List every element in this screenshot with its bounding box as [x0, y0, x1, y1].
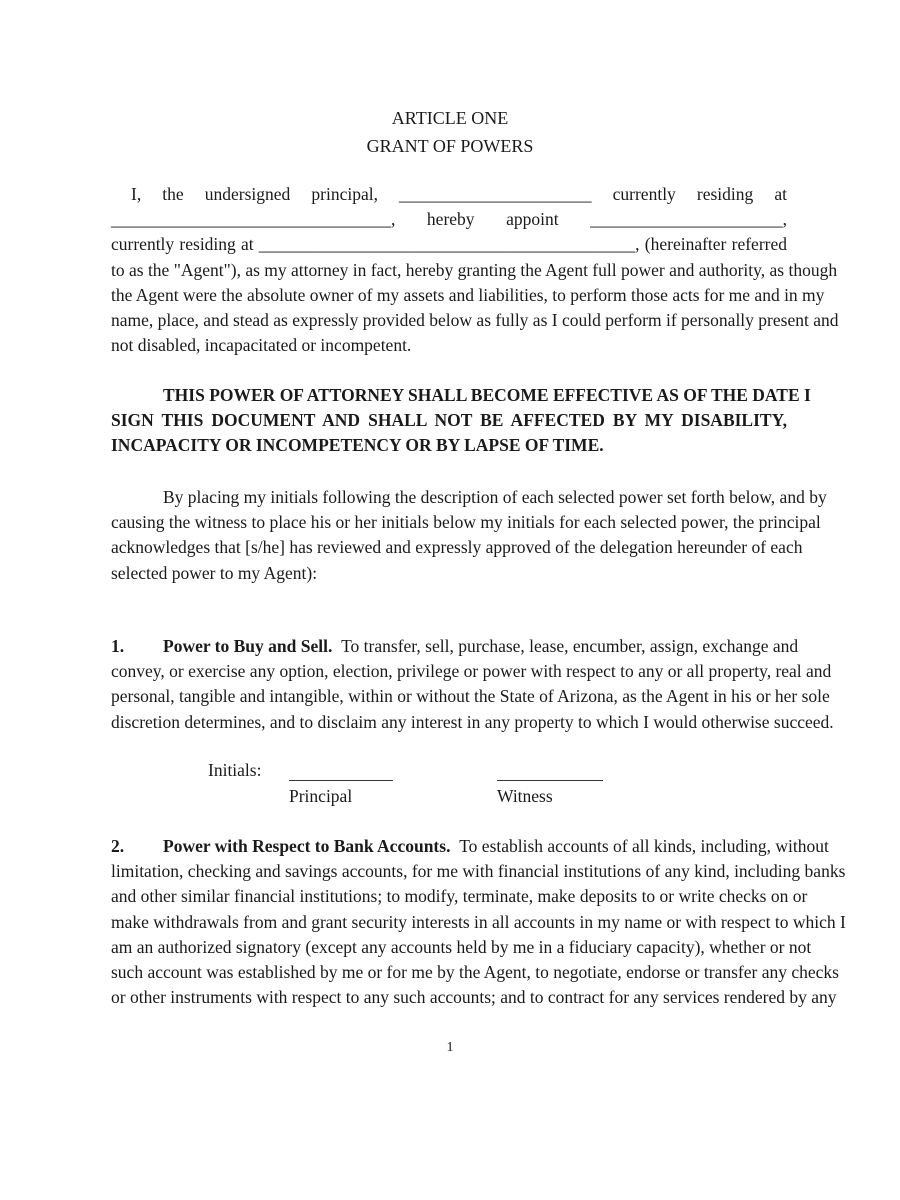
intro-line: name, place, and stead as expressly provided below as fully as I could perform if personally present and	[111, 310, 839, 331]
section-2-title: Power with Respect to Bank Accounts.	[163, 836, 451, 856]
section-1-line: convey, or exercise any option, election, privilege or power with respect to any or all property, real and	[111, 661, 832, 682]
page-number: 1	[446, 1040, 454, 1055]
section-1-number: 1.	[111, 636, 125, 656]
section-2-line: or other instruments with respect to any such accounts; and to contract for any services rendered by any	[111, 987, 837, 1008]
effective-line: SIGN THIS DOCUMENT AND SHALL NOT BE AFFECTED BY MY DISABILITY,	[111, 410, 787, 431]
initials-instruction-paragraph	[111, 485, 827, 586]
article-title: ARTICLE ONE	[391, 108, 509, 128]
section-1-first-line	[111, 634, 799, 659]
intro-line: not disabled, incapacitated or incompetent.	[111, 335, 412, 356]
effective-statement	[111, 383, 811, 459]
instruction-line: selected power to my Agent):	[111, 562, 318, 583]
section-2-line: such account was established by me or for me by the Agent, to negotiate, endorse or transfer any checks	[111, 962, 839, 983]
section-2	[111, 834, 846, 1010]
witness-initials-line[interactable]	[497, 780, 603, 781]
section-2-line: limitation, checking and savings accounts, for me with financial institutions of any kind, including banks	[111, 861, 846, 882]
intro-line: currently residing at ___________________________________________, (hereinafter referred	[111, 234, 787, 255]
section-1-text: To transfer, sell, purchase, lease, encumber, assign, exchange and	[341, 636, 799, 656]
section-2-number: 2.	[111, 836, 125, 856]
section-1-line: discretion determines, and to disclaim any interest in any property to which I would otherwise succeed.	[111, 711, 834, 732]
intro-line: I, the undersigned principal, ______________________ currently residing at	[131, 184, 787, 204]
section-2-line: make withdrawals from and grant security interests in all accounts in my name or with respect to which I	[111, 911, 846, 932]
section-2-first-line	[111, 834, 829, 859]
effective-line: THIS POWER OF ATTORNEY SHALL BECOME EFFECTIVE AS OF THE DATE I	[163, 385, 811, 405]
section-2-text: To establish accounts of all kinds, including, without	[459, 836, 829, 856]
principal-initials-line[interactable]	[289, 780, 393, 781]
effective-line: INCAPACITY OR INCOMPETENCY OR BY LAPSE OF TIME.	[111, 435, 604, 456]
intro-line: to as the "Agent"), as my attorney in fact, hereby granting the Agent full power and authority, as though	[111, 259, 838, 280]
section-1-line: personal, tangible and intangible, within or without the State of Arizona, as the Agent in his or her sole	[111, 686, 830, 707]
intro-line: the Agent were the absolute owner of my assets and liabilities, to perform those acts for me and in my	[111, 284, 825, 305]
intro-paragraph	[111, 182, 839, 358]
principal-caption: Principal	[289, 786, 353, 806]
witness-caption: Witness	[497, 786, 553, 806]
instruction-line: acknowledges that [s/he] has reviewed and expressly approved of the delegation hereunder of each	[111, 537, 803, 558]
section-1	[111, 634, 834, 735]
article-subtitle: GRANT OF POWERS	[366, 136, 534, 156]
instruction-line: causing the witness to place his or her initials below my initials for each selected power, the principal	[111, 512, 821, 533]
section-1-title: Power to Buy and Sell.	[163, 636, 333, 656]
instruction-line: By placing my initials following the description of each selected power set forth below, and by	[163, 487, 827, 507]
section-2-line: am an authorized signatory (except any accounts held by me in a fiduciary capacity), whether or not	[111, 936, 812, 957]
initials-label: Initials:	[208, 760, 262, 780]
intro-line: ________________________________, hereby appoint ______________________,	[111, 209, 787, 230]
section-2-line: and other similar financial institutions; to modify, terminate, make deposits to or write checks on or	[111, 886, 808, 907]
